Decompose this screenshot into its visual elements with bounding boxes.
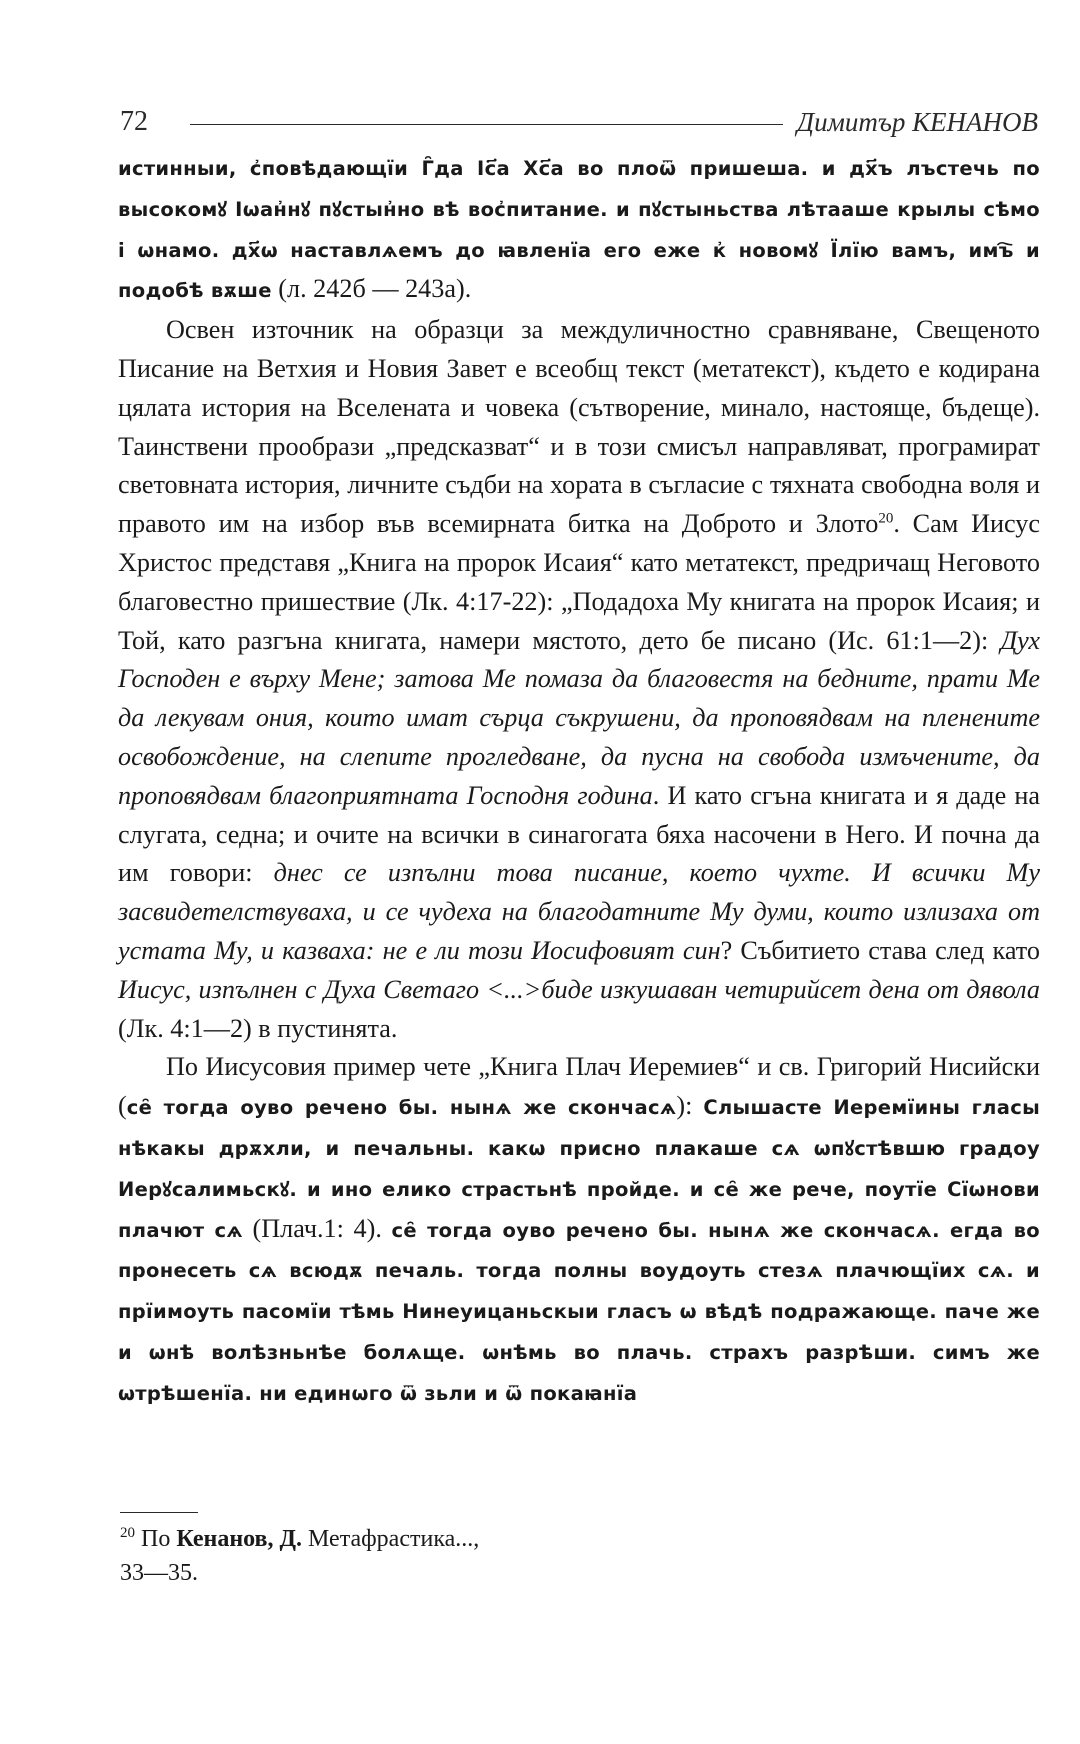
footnote-rule [120, 1512, 198, 1513]
text-run: (Плач.1: 4). [242, 1213, 392, 1243]
text-run: ? Събитието става след като [720, 935, 1041, 965]
slavonic-quote: истинныи, с҆повѣдающїи Г̑да Іс҃а Хс҃а во плоѿ пришеша. и дх҃ъ лъстечь по высокомꙋ Іѡан҆нꙋ пꙋстын҆но вѣ вос҆питание. и пꙋстыньства лѣтааше крылы сѣмо і ѡнамо. дх҃ѡ наставлѧемъ до ꙗвленїа его еже к҆ новомꙋ Їлїю вамъ, имъ҇ и подобѣ вѫше [118, 157, 1040, 303]
footnote-number: 20 [120, 1525, 135, 1541]
text-run: (Лк. 4:1—2) в пустинята. [118, 1013, 398, 1043]
slavonic-quote: се̑ тогда оуво речено бы. нынѧ же скончасѧ [126, 1096, 677, 1120]
text-run: По Иисусовия пример чете „Книга Плач Иеремиев“ и св. Григорий Нисийски ( [118, 1052, 1040, 1121]
italic-quote: днес се изпълни това писание, което чухте. И всички Му засвидетелствуваха, и се чудеха на благодатните Му думи, които излизаха от устата Му, и казваха: не е ли този Иосифовият син [118, 858, 1040, 965]
italic-quote: Иисус, изпълнен с Духа Светаго <...>биде изкушаван четирийсет дена от дявола [118, 974, 1040, 1004]
page-number: 72 [120, 106, 148, 137]
paragraph-quote-slavonic [118, 148, 1040, 311]
body-text [118, 148, 1040, 1414]
paragraph-lamentations [118, 1048, 1040, 1413]
footnote-title: Метафрастика..., [302, 1526, 480, 1552]
paragraph-metatext [118, 311, 1040, 1048]
footnote-marker: 20 [878, 510, 894, 527]
page-header [120, 102, 1038, 142]
text-run: . Сам Иисус Христос представя „Книга на пророк Исаия“ като метатекст, предричащ Неговото благовестно пришествие (Лк. 4:17-22): „Подадоха Му книгата на пророк Исаия; и Той, като разгъна книгата, намери мястото, дето бе писано (Ис. 61:1—2): [118, 509, 1040, 655]
footnote [120, 1522, 600, 1590]
text-run: . И като сгъна книгата и я даде на слугата, седна; и очите на всички в синагогата бяха насочени в Него. И почна да им говори: [118, 780, 1041, 888]
slavonic-quote: Слышасте Иеремїины гласы нѣкакы дрѫхли, и печальны. какѡ присно плакаше сѧ ѡпꙋстѣвшю градоу Иерꙋсалимьскꙋ. и ино елико страстьнѣ пройде. и се̑ же рече, поутїе Сїѡнови плачют сѧ [118, 1096, 1041, 1242]
footnote-text: По [135, 1526, 177, 1552]
text-run: Освен източник на образци за междуличностно сравняване, Свещеното Писание на Ветхия и Новия Завет е всеобщ текст (метатекст), където е кодирана цялата история на Вселената и човека (сътворение, минало, настояще, бъдеще). Таинствени прообрази „предсказват“ и в този смисъл направляват, програмират световната история, личните съдби на хората в съгласие с тяхната свободна воля и правото им на избор във всемирната битка на Доброто и Злото [118, 315, 1040, 539]
footnote-author: Кенанов, Д. [176, 1526, 303, 1552]
header-rule [190, 124, 783, 125]
slavonic-quote: се̑ тогда оуво речено бы. нынѧ же скончасѧ. егда во пронесеть сѧ всюдѫ печаль. тогда полны воудоуть стезѧ плачющїих сѧ. и прїимоуть пасомїи тѣмь Нинеуицаньскыи гласъ ѡ вѣдѣ подражающе. паче же и ѡнѣ волѣзньнѣе болѧще. ѡнѣмь во плачь. страхъ разрѣши. симъ же ѡтрѣшенїа. ни единѡго ѿ зьли и ѿ покаꙗнїа [118, 1218, 1040, 1405]
footnote-pages: 33—35. [120, 1560, 198, 1586]
running-head: Димитър КЕНАНОВ [796, 106, 1038, 137]
text-run: ): [676, 1091, 704, 1121]
folio-reference: (л. 242б — 243а). [271, 274, 472, 304]
italic-quote: Дух Господен е върху Мене; затова Ме помаза да благовестя на бедните, прати Ме да лекувам ония, които имат сърца съкрушени, да проповядвам на пленените освобождение, на слепите прогледване, да пусна на свобода измъчените, да проповядвам благоприятната Господня година [118, 625, 1040, 810]
